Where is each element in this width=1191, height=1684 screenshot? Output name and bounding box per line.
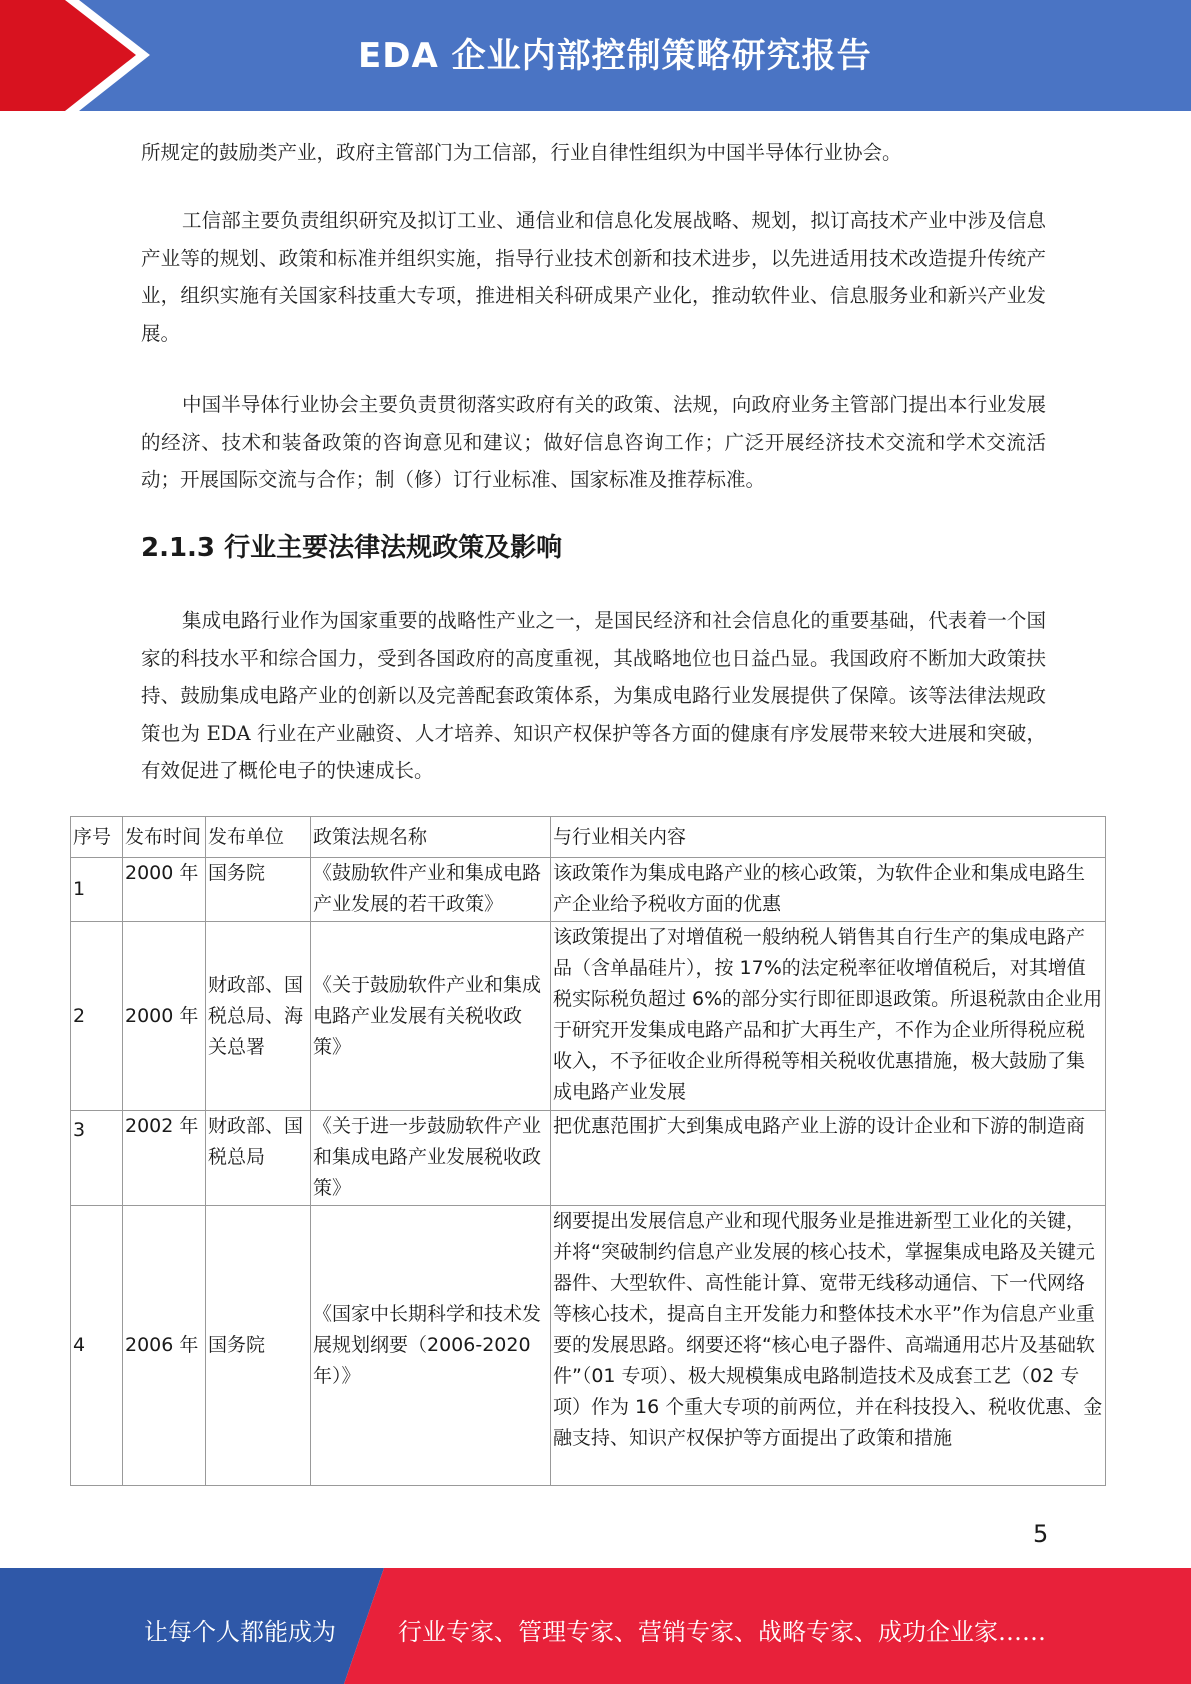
table-header-row (71, 817, 1106, 858)
cell-date: 2006 年 (123, 1206, 206, 1486)
cell-name: 《鼓励软件产业和集成电路产业发展的若干政策》 (311, 858, 551, 922)
cell-content: 该政策作为集成电路产业的核心政策，为软件企业和集成电路生产企业给予税收方面的优惠 (551, 858, 1106, 922)
cell-date: 2002 年 (123, 1111, 206, 1206)
footer-slogan-right: 行业专家、管理专家、营销专家、战略专家、成功企业家…… (398, 1618, 1046, 1646)
header-unit: 发布单位 (206, 817, 311, 858)
table-row (71, 1206, 1106, 1486)
cell-unit: 国务院 (206, 1206, 311, 1486)
report-title: EDA 企业内部控制策略研究报告 (358, 36, 872, 76)
cell-no: 4 (71, 1206, 123, 1486)
cell-unit: 财政部、国税总局 (206, 1111, 311, 1206)
policy-table (70, 816, 1106, 1486)
cell-name: 《国家中长期科学和技术发展规划纲要（2006-2020 年）》 (311, 1206, 551, 1486)
paragraph-miit: 工信部主要负责组织研究及拟订工业、通信业和信息化发展战略、规划，拟订高技术产业中涉及信息产业等的规划、政策和标准并组织实施，指导行业技术创新和技术进步，以先进适用技术改造提升传统产业，组织实施有关国家科技重大专项，推进相关科研成果产业化，推动软件业、信息服务业和新兴产业发展。 (141, 209, 1046, 345)
header-content: 与行业相关内容 (551, 817, 1106, 858)
cell-date: 2000 年 (123, 922, 206, 1111)
page-header (0, 0, 1191, 111)
page-number: 5 (1033, 1520, 1049, 1548)
header-red-arrow (0, 0, 150, 111)
header-date: 发布时间 (123, 817, 206, 858)
cell-unit: 财政部、国税总局、海关总署 (206, 922, 311, 1111)
table-row (71, 858, 1106, 922)
section-heading: 2.1.3 行业主要法律法规政策及影响 (141, 533, 563, 563)
table-row (71, 1111, 1106, 1206)
footer-slogan-left: 让每个人都能成为 (144, 1618, 336, 1646)
cell-no: 2 (71, 922, 123, 1111)
cell-no: 1 (71, 858, 123, 922)
paragraph-intro: 所规定的鼓励类产业，政府主管部门为工信部，行业自律性组织为中国半导体行业协会。 (141, 141, 902, 164)
paragraph-section: 集成电路行业作为国家重要的战略性产业之一，是国民经济和社会信息化的重要基础，代表着一个国家的科技水平和综合国力，受到各国政府的高度重视，其战略地位也日益凸显。我国政府不断加大政策扶持、鼓励集成电路产业的创新以及完善配套政策体系，为集成电路行业发展提供了保障。该等法律法规政策也为 EDA 行业在产业融资、人才培养、知识产权保护等各方面的健康有序发展带来较大进展和突破，有效促进了概伦电子的快速成长。 (141, 609, 1046, 782)
cell-content: 该政策提出了对增值税一般纳税人销售其自行生产的集成电路产品（含单晶硅片），按 17%的法定税率征收增值税后，对其增值税实际税负超过 6%的部分实行即征即退政策。所退税款由企业用于研究开发集成电路产品和扩大再生产，不作为企业所得税应税收入，不予征收企业所得税等相关税收优惠措施，极大鼓励了集成电路产业发展 (551, 922, 1106, 1111)
cell-name: 《关于鼓励软件产业和集成电路产业发展有关税收政策》 (311, 922, 551, 1111)
cell-unit: 国务院 (206, 858, 311, 922)
paragraph-csia: 中国半导体行业协会主要负责贯彻落实政府有关的政策、法规，向政府业务主管部门提出本行业发展的经济、技术和装备政策的咨询意见和建议；做好信息咨询工作；广泛开展经济技术交流和学术交流活动；开展国际交流与合作；制（修）订行业标准、国家标准及推荐标准。 (141, 393, 1046, 491)
cell-content: 把优惠范围扩大到集成电路产业上游的设计企业和下游的制造商 (551, 1111, 1106, 1206)
table-row (71, 922, 1106, 1111)
header-name: 政策法规名称 (311, 817, 551, 858)
cell-no: 3 (71, 1111, 123, 1206)
header-no: 序号 (71, 817, 123, 858)
cell-name: 《关于进一步鼓励软件产业和集成电路产业发展税收政策》 (311, 1111, 551, 1206)
cell-date: 2000 年 (123, 858, 206, 922)
cell-content: 纲要提出发展信息产业和现代服务业是推进新型工业化的关键，并将“突破制约信息产业发展的核心技术，掌握集成电路及关键元器件、大型软件、高性能计算、宽带无线移动通信、下一代网络等核心技术，提高自主开发能力和整体技术水平”作为信息产业重要的发展思路。纲要还将“核心电子器件、高端通用芯片及基础软件”（01 专项）、极大规模集成电路制造技术及成套工艺（02 专项）作为 16 个重大专项的前两位，并在科技投入、税收优惠、金融支持、知识产权保护等方面提出了政策和措施 (551, 1206, 1106, 1486)
